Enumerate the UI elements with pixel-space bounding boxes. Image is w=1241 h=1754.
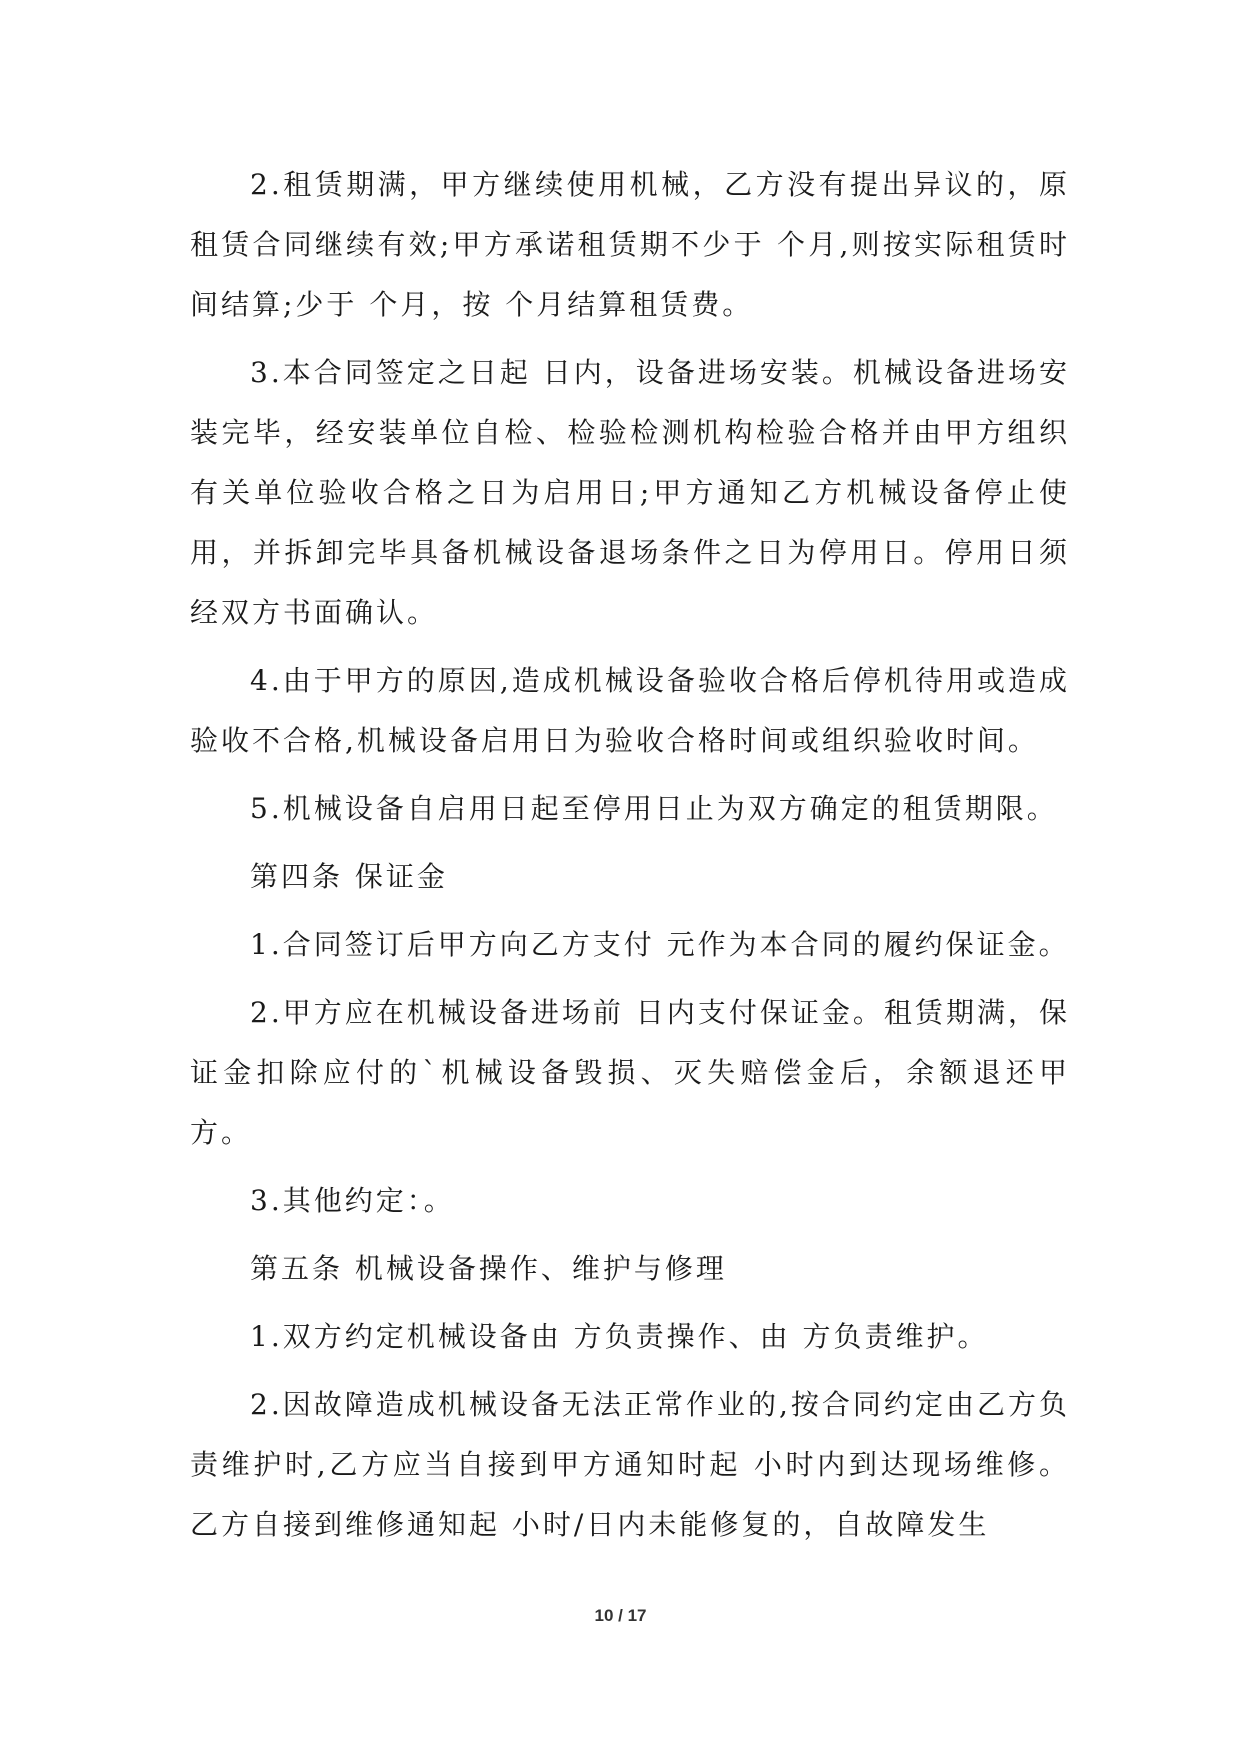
paragraph-clause-4-3: 3.其他约定：。 <box>250 1184 455 1217</box>
document-body <box>190 155 1070 1563</box>
article-5-heading: 第五条 机械设备操作、维护与修理 <box>250 1252 727 1285</box>
paragraph-clause-3-2: 2.租赁期满，甲方继续使用机械，乙方没有提出异议的，原租赁合同继续有效;甲方承诺租赁期不少于 个月,则按实际租赁时间结算;少于 个月，按 个月结算租赁费。 <box>190 168 1070 321</box>
paragraph-clause-5-2: 2.因故障造成机械设备无法正常作业的,按合同约定由乙方负责维护时,乙方应当自接到甲方通知时起 小时内到达现场维修。乙方自接到维修通知起 小时/日内未能修复的，自故障发生 <box>190 1388 1070 1541</box>
page-number: 10 / 17 <box>594 1606 647 1625</box>
paragraph-clause-5-1: 1.双方约定机械设备由 方负责操作、由 方负责维护。 <box>250 1320 989 1353</box>
paragraph-clause-3-3: 3.本合同签定之日起 日内，设备进场安装。机械设备进场安装完毕，经安装单位自检、检验检测机构检验合格并由甲方组织有关单位验收合格之日为启用日;甲方通知乙方机械设备停止使用，并拆卸完毕具备机械设备退场条件之日为停用日。停用日须经双方书面确认。 <box>190 356 1070 629</box>
paragraph-clause-3-5: 5.机械设备自启用日起至停用日止为双方确定的租赁期限。 <box>250 792 1058 825</box>
paragraph-clause-4-1: 1.合同签订后甲方向乙方支付 元作为本合同的履约保证金。 <box>250 928 1070 961</box>
paragraph-clause-4-2: 2.甲方应在机械设备进场前 日内支付保证金。租赁期满，保证金扣除应付的`机械设备毁损、灭失赔偿金后，余额退还甲方。 <box>190 996 1070 1149</box>
paragraph-clause-3-4: 4.由于甲方的原因,造成机械设备验收合格后停机待用或造成验收不合格,机械设备启用日为验收合格时间或组织验收时间。 <box>190 664 1070 757</box>
article-4-heading: 第四条 保证金 <box>250 860 448 893</box>
